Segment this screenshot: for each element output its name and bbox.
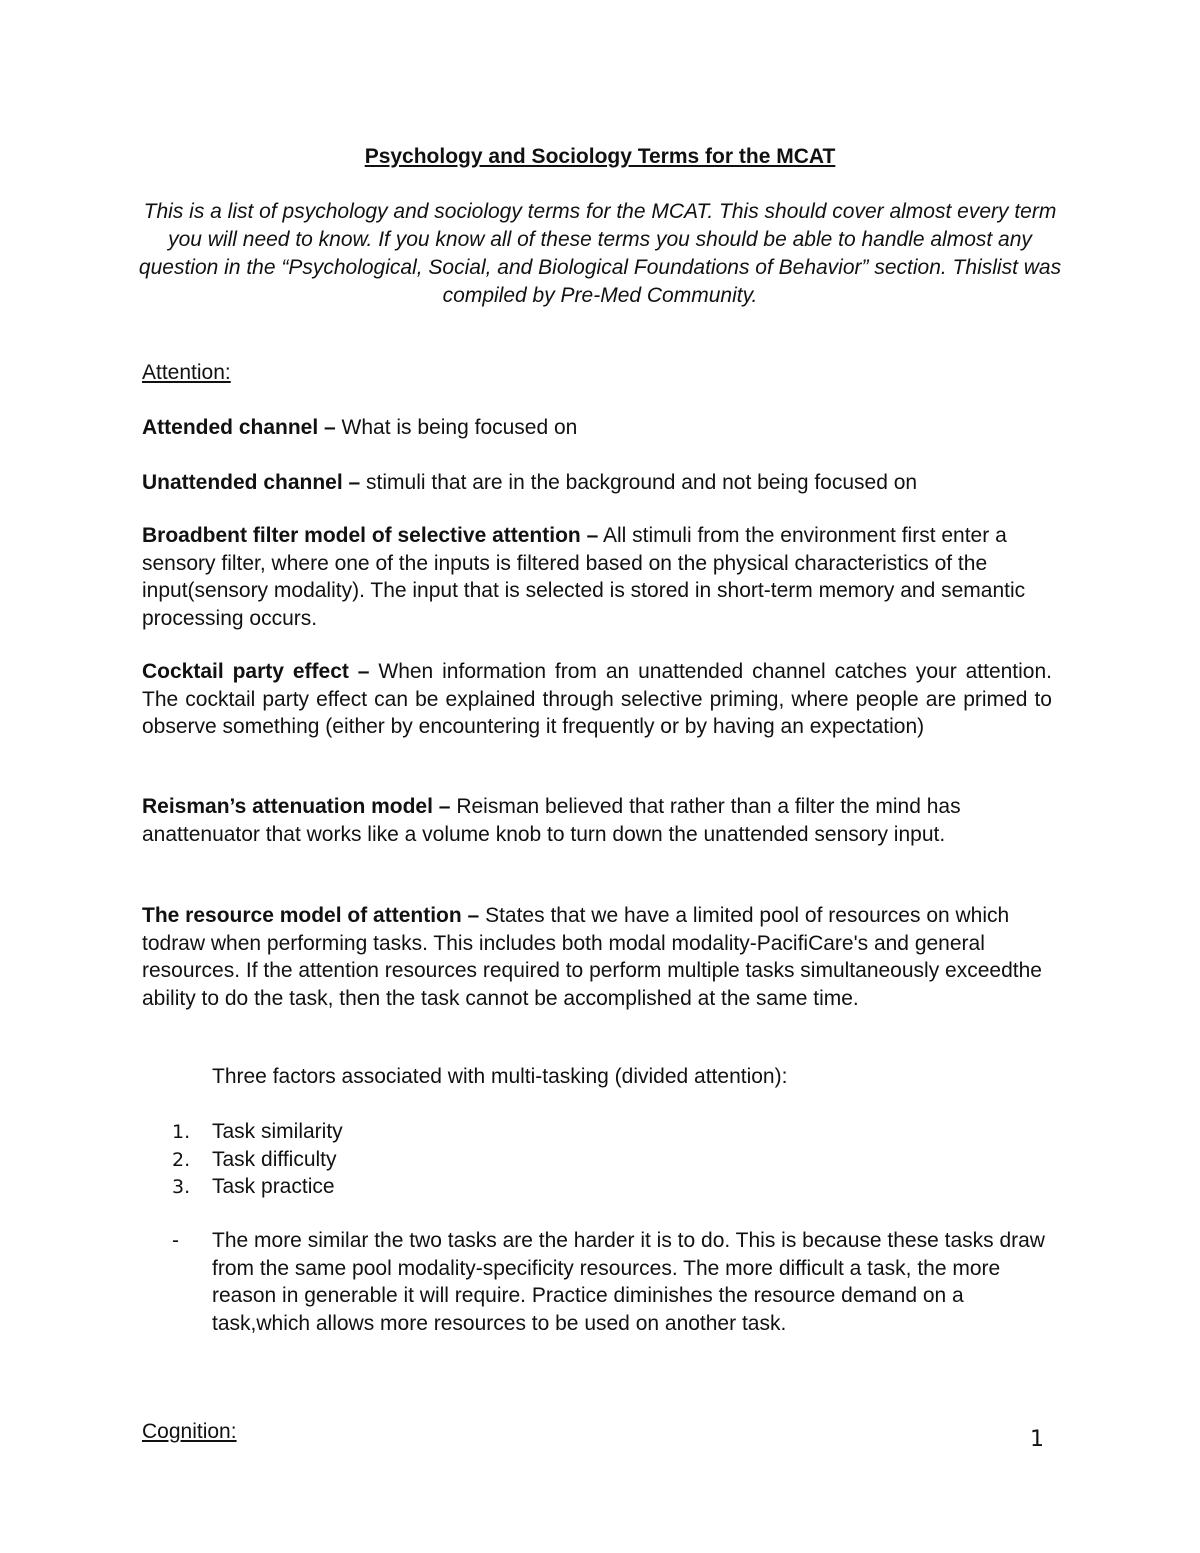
term-definition: States that we have a limited pool of resources on which todraw when performing tasks. This includes both modal modality-PacifiCare's and general resources. If the attention resources required to perform multiple tasks simultaneously exceedthe ability to do the task, then the task cannot be accomplished at the same time. (142, 904, 1042, 1010)
list-number: 2. (172, 1148, 191, 1171)
list-item (172, 1173, 343, 1201)
term-entry (142, 414, 1052, 442)
list-item-text: Task practice (212, 1175, 335, 1198)
factors-list (172, 1118, 343, 1201)
list-number: 3. (172, 1176, 191, 1198)
section-heading-attention: Attention: (142, 361, 231, 384)
term-definition: stimuli that are in the background and not being focused on (366, 471, 918, 494)
term-name: Unattended channel – (142, 471, 361, 494)
term-entry (142, 469, 1052, 497)
page-number: 1 (1030, 1427, 1044, 1452)
list-number: 1. (172, 1121, 191, 1143)
list-item-text: Task difficulty (212, 1147, 337, 1171)
term-name: Cocktail party effect – (142, 660, 370, 683)
term-entry (142, 902, 1062, 1012)
dash-item-text: The more similar the two tasks are the harder it is to do. This is because these tasks draw from the same pool modality-specificity resources. The more difficult a task, the more reason in generable it will require. Practice diminishes the resource demand on a task,which allows more resources to be used on another task. (212, 1229, 1045, 1335)
dash-list-item (172, 1227, 1052, 1337)
term-entry (142, 522, 1037, 632)
factors-intro: Three factors associated with multi-tasking (divided attention): (212, 1065, 788, 1088)
section-heading-cognition: Cognition: (142, 1420, 237, 1443)
list-item (172, 1146, 343, 1174)
term-definition: All stimuli from the environment first enter a sensory filter, where one of the inputs is filtered based on the physical characteristics of the input(sensory modality). The input that is selected is stored in short-term memory and semantic processing occurs. (142, 524, 1026, 630)
term-name: Broadbent filter model of selective attention – (142, 524, 599, 547)
term-entry (142, 658, 1052, 741)
term-name: Reisman’s attenuation model – (142, 795, 451, 818)
dash-marker: - (172, 1229, 179, 1252)
term-name: Attended channel – (142, 416, 336, 439)
page-title: Psychology and Sociology Terms for the MCAT (364, 145, 836, 168)
term-definition: What is being focused on (341, 416, 578, 439)
list-item-text: Task similarity (212, 1120, 343, 1143)
intro-paragraph: This is a list of psychology and sociology terms for the MCAT. This should cover almost every term you will need to know. If you know all of these terms you should be able to handle almost any question in the “Psychological, Social, and Biological Foundations of Behavior” section. Thislist was compiled by Pre-Med Community. (138, 200, 1062, 307)
term-entry (142, 793, 1022, 848)
list-item (172, 1118, 343, 1146)
term-definition: When information from an unattended channel catches your attention. The cocktail party effect can be explained through selective priming, where people are primed to observe something (either by encountering it frequently or by having an expectation) (142, 660, 1052, 738)
term-definition: Reisman believed that rather than a filter the mind has anattenuator that works like a volume knob to turn down the unattended sensory input. (142, 795, 961, 846)
term-name: The resource model of attention – (142, 904, 480, 927)
